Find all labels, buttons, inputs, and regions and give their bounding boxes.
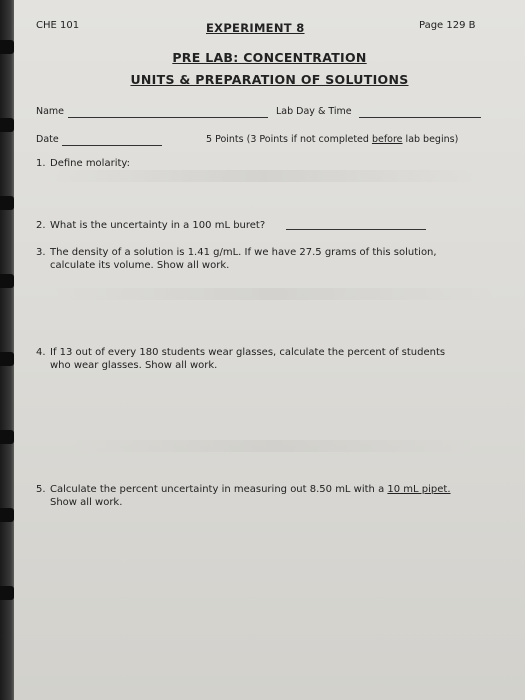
question-text: Define molarity: (50, 158, 130, 169)
bleed-through-texture (44, 170, 484, 182)
question-number: 1. (36, 158, 46, 169)
page-number: Page 129 B (419, 20, 476, 31)
question-text: Show all work. (50, 497, 123, 508)
question-number: 2. (36, 220, 46, 231)
bleed-through-texture (54, 288, 494, 300)
name-blank[interactable] (68, 117, 268, 118)
question-4 (36, 346, 506, 372)
binder-tab (0, 274, 14, 288)
worksheet-title-line2: UNITS & PREPARATION OF SOLUTIONS (130, 72, 409, 87)
answer-blank[interactable] (286, 229, 426, 230)
question-text: What is the uncertainty in a 100 mL buret? (50, 220, 266, 231)
lab-day-label: Lab Day & Time (276, 106, 352, 117)
question-number: 5. (36, 484, 46, 495)
binder-tab (0, 352, 14, 366)
question-number: 3. (36, 247, 46, 258)
question-text: who wear glasses. Show all work. (50, 360, 218, 371)
points-before: before (371, 134, 403, 145)
question-number: 4. (36, 347, 46, 358)
experiment-title: EXPERIMENT 8 (206, 21, 305, 35)
bleed-through-texture (74, 440, 474, 452)
lab-day-blank[interactable] (359, 117, 481, 118)
binder-tab (0, 586, 14, 600)
question-text: If 13 out of every 180 students wear glasses, calculate the percent of students (50, 347, 446, 358)
date-label: Date (36, 134, 59, 145)
points-note (206, 134, 458, 145)
binder-tab (0, 508, 14, 522)
course-code: CHE 101 (36, 20, 80, 31)
question-text: Calculate the percent uncertainty in measuring out 8.50 mL with a (50, 484, 388, 495)
question-text: calculate its volume. Show all work. (50, 260, 230, 271)
worksheet-page (14, 0, 525, 700)
name-label: Name (36, 106, 65, 117)
pipet-underlined: 10 mL pipet. (387, 484, 451, 495)
worksheet-title-line1: PRE LAB: CONCENTRATION (172, 50, 367, 65)
binder-tab (0, 430, 14, 444)
binder-tab (0, 118, 14, 132)
question-2 (36, 219, 506, 232)
question-3 (36, 246, 506, 272)
points-suffix: lab begins) (402, 134, 459, 145)
question-text: The density of a solution is 1.41 g/mL. If we have 27.5 grams of this solution, (50, 247, 437, 258)
question-1 (36, 157, 506, 170)
points-prefix: 5 Points (3 Points if not completed (206, 134, 372, 145)
binder-tab (0, 40, 14, 54)
question-5 (36, 483, 506, 509)
date-blank[interactable] (62, 145, 162, 146)
binder-tab (0, 196, 14, 210)
